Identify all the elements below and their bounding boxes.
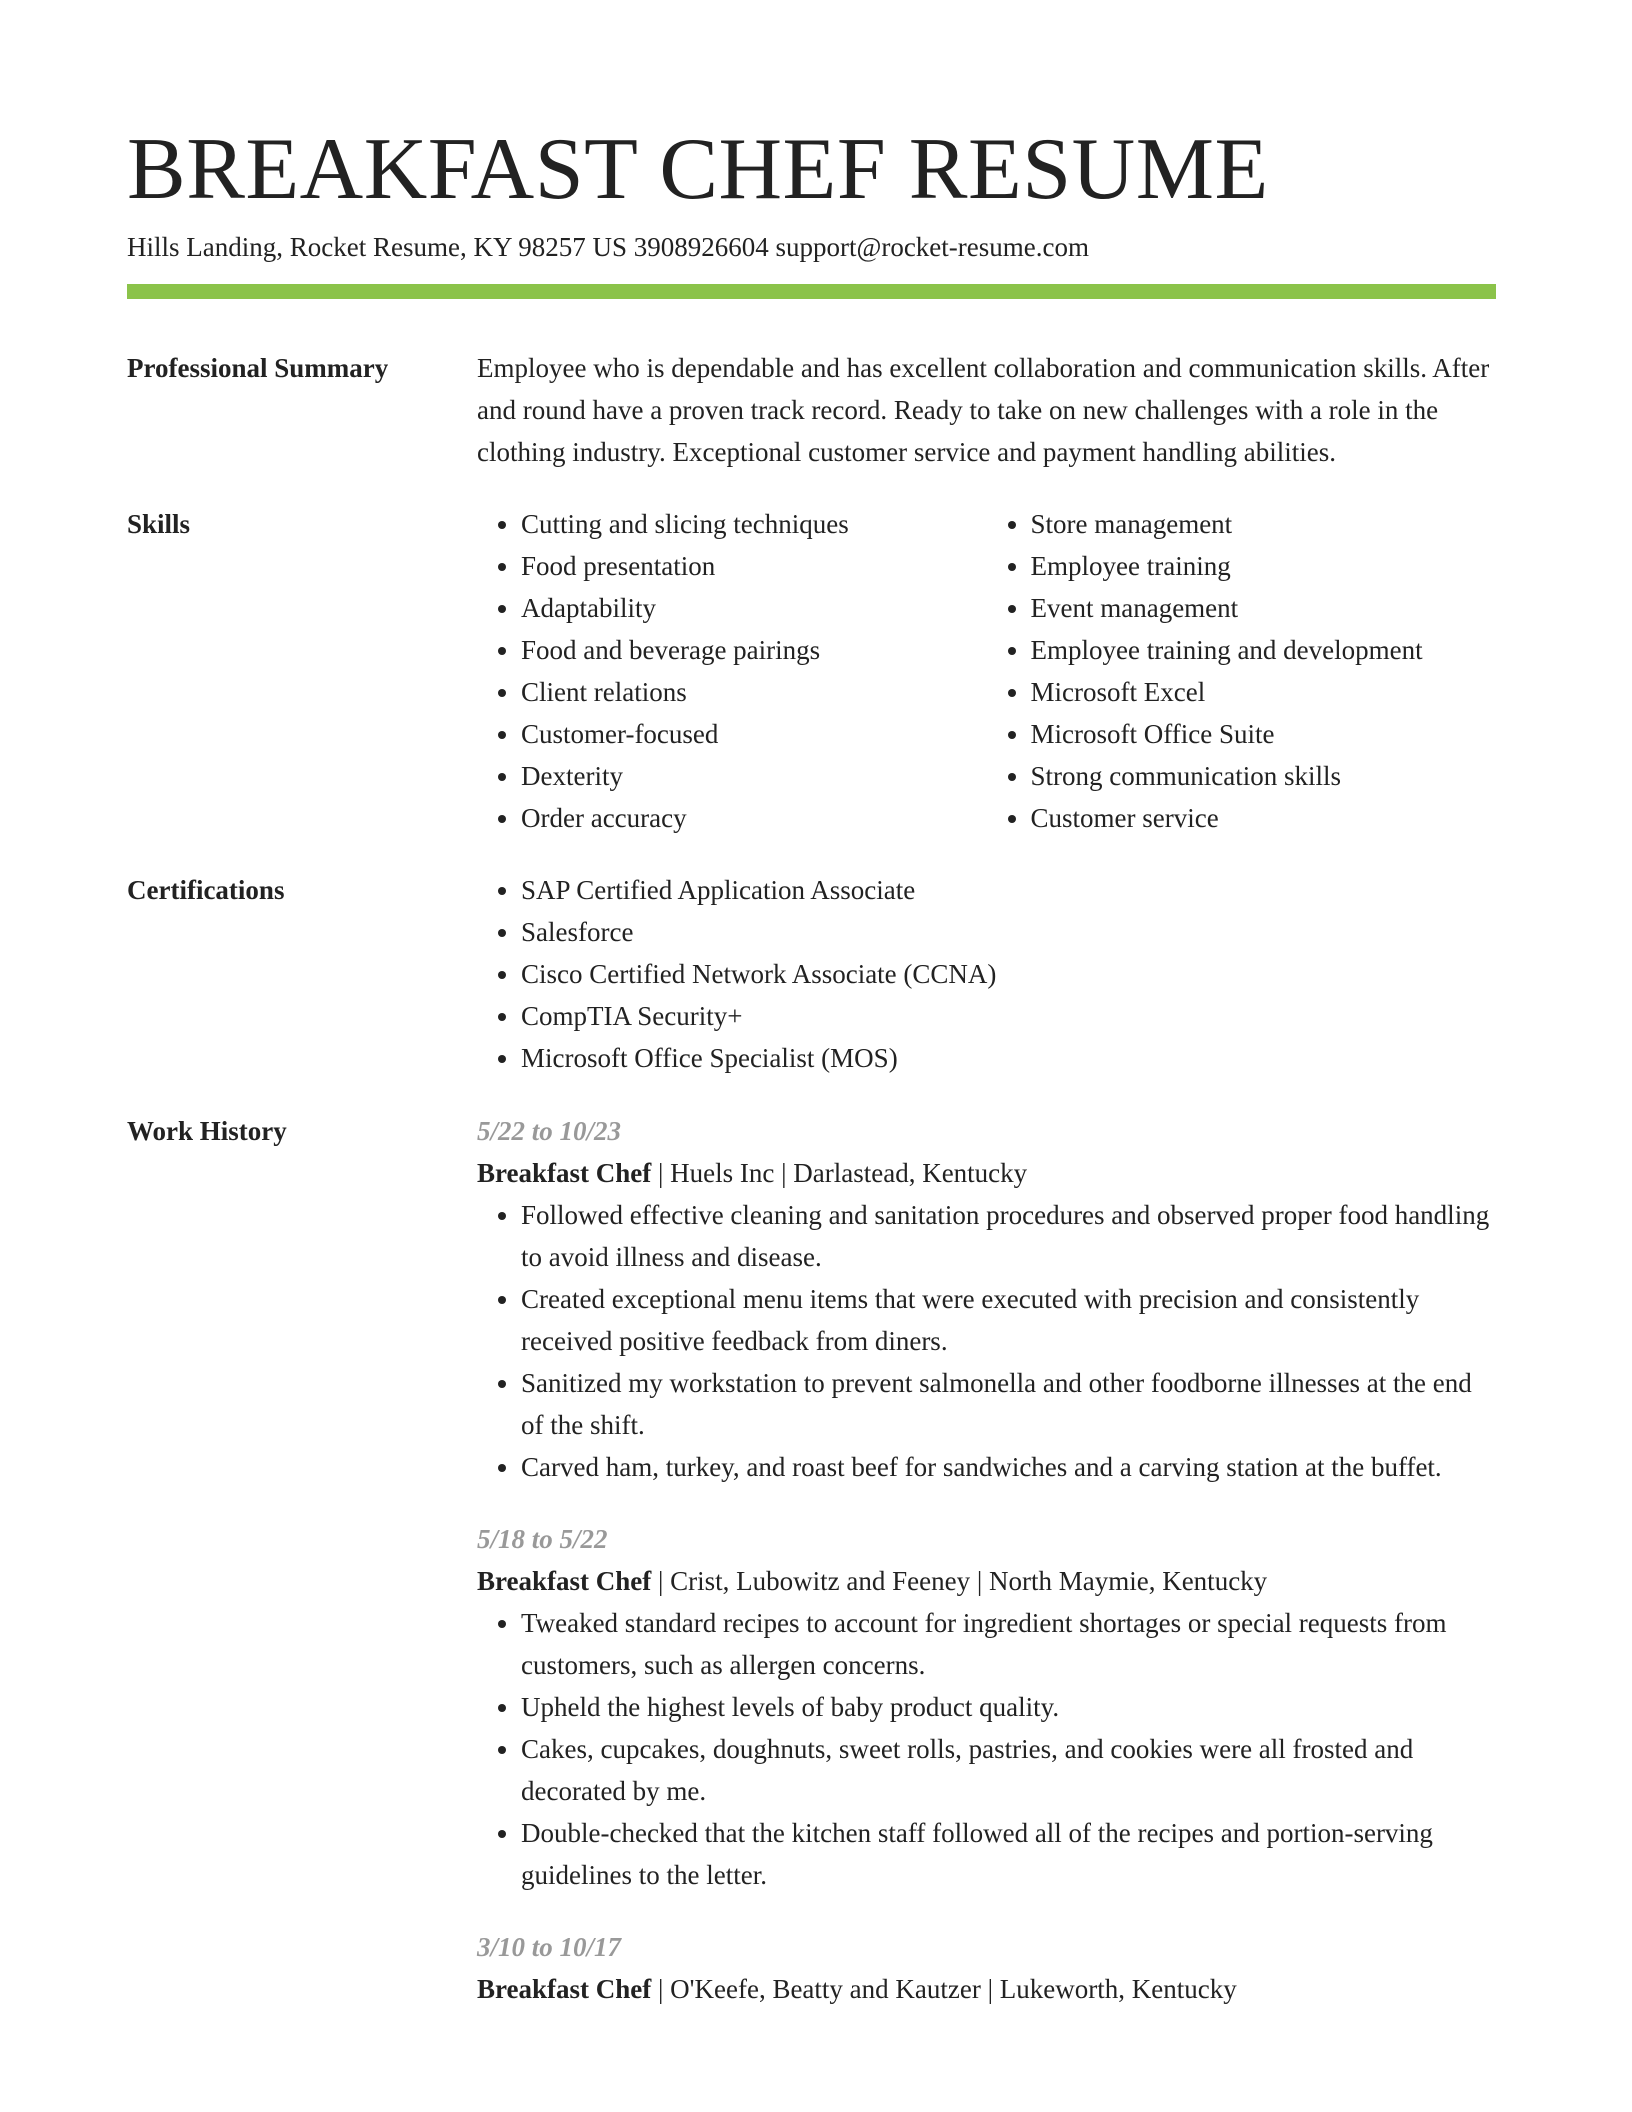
skill-item: • Cutting and slicing techniques: [521, 503, 987, 545]
certifications-heading: Certifications: [127, 875, 285, 905]
certification-item: • CompTIA Security+: [521, 995, 1496, 1037]
summary-heading: Professional Summary: [127, 353, 389, 383]
skill-item: • Microsoft Excel: [1031, 671, 1497, 713]
skill-item: • Strong communication skills: [1031, 755, 1497, 797]
job-title: Breakfast Chef: [477, 1158, 652, 1188]
job-dates: 5/18 to 5/22: [477, 1524, 608, 1554]
job-bullets: [477, 1194, 1496, 1488]
skill-item: • Employee training and development: [1031, 629, 1497, 671]
job-title: Breakfast Chef: [477, 1566, 652, 1596]
summary-text: Employee who is dependable and has excellent collaboration and communication skills. After and round have a proven track record. Ready to take on new challenges with a role in the clothing industry. Exceptional customer service and payment handling abilities.: [477, 353, 1490, 467]
skill-item: • Dexterity: [521, 755, 987, 797]
job-entry: [477, 1926, 1496, 2010]
job-employer-location: | O'Keefe, Beatty and Kautzer | Lukeworth, Kentucky: [651, 1974, 1237, 2004]
certification-item: • Cisco Certified Network Associate (CCNA): [521, 953, 1496, 995]
accent-divider: [127, 284, 1496, 299]
certification-item: • Salesforce: [521, 911, 1496, 953]
skills-column-2: [987, 503, 1497, 839]
skill-item: • Event management: [1031, 587, 1497, 629]
skill-item: • Food and beverage pairings: [521, 629, 987, 671]
job-bullet: • Carved ham, turkey, and roast beef for sandwiches and a carving station at the buffet.: [521, 1446, 1496, 1488]
job-dates: 3/10 to 10/17: [477, 1932, 622, 1962]
work-history-heading: Work History: [127, 1116, 287, 1146]
job-bullet: • Tweaked standard recipes to account for ingredient shortages or special requests from customers, such as allergen concerns.: [521, 1602, 1496, 1686]
skill-item: • Employee training: [1031, 545, 1497, 587]
certifications-list: [477, 869, 1496, 1079]
certification-item: • SAP Certified Application Associate: [521, 869, 1496, 911]
job-dates: 5/22 to 10/23: [477, 1116, 622, 1146]
skill-item: • Order accuracy: [521, 797, 987, 839]
job-heading: [477, 1152, 1496, 1194]
job-bullet: • Cakes, cupcakes, doughnuts, sweet rolls, pastries, and cookies were all frosted and decorated by me.: [521, 1728, 1496, 1812]
resume-title: BREAKFAST CHEF RESUME: [127, 121, 1269, 218]
job-bullet: • Double-checked that the kitchen staff followed all of the recipes and portion-serving guidelines to the letter.: [521, 1812, 1496, 1896]
job-employer-location: | Huels Inc | Darlastead, Kentucky: [651, 1158, 1028, 1188]
job-heading: [477, 1968, 1496, 2010]
job-bullet: • Followed effective cleaning and sanitation procedures and observed proper food handling to avoid illness and disease.: [521, 1194, 1496, 1278]
skill-item: • Adaptability: [521, 587, 987, 629]
skills-heading: Skills: [127, 509, 191, 539]
certifications-body: [477, 869, 1496, 1079]
skill-item: • Food presentation: [521, 545, 987, 587]
job-employer-location: | Crist, Lubowitz and Feeney | North Maymie, Kentucky: [651, 1566, 1268, 1596]
skills-list: [477, 503, 1496, 839]
skill-item: • Customer-focused: [521, 713, 987, 755]
skill-item: • Microsoft Office Suite: [1031, 713, 1497, 755]
job-entry: [477, 1110, 1496, 1488]
job-bullet: • Created exceptional menu items that were executed with precision and consistently received positive feedback from diners.: [521, 1278, 1496, 1362]
skill-item: • Client relations: [521, 671, 987, 713]
job-bullet: • Sanitized my workstation to prevent salmonella and other foodborne illnesses at the end of the shift.: [521, 1362, 1496, 1446]
job-bullets: [477, 1602, 1496, 1896]
certification-item: • Microsoft Office Specialist (MOS): [521, 1037, 1496, 1079]
skills-column-1: [477, 503, 987, 839]
job-heading: [477, 1560, 1496, 1602]
summary-body: [477, 347, 1496, 473]
contact-line: Hills Landing, Rocket Resume, KY 98257 US 3908926604 support@rocket-resume.com: [127, 232, 1089, 262]
work-history-body: [477, 1110, 1496, 2040]
skill-item: • Store management: [1031, 503, 1497, 545]
skill-item: • Customer service: [1031, 797, 1497, 839]
job-title: Breakfast Chef: [477, 1974, 652, 2004]
job-bullet: • Upheld the highest levels of baby product quality.: [521, 1686, 1496, 1728]
job-entry: [477, 1518, 1496, 1896]
